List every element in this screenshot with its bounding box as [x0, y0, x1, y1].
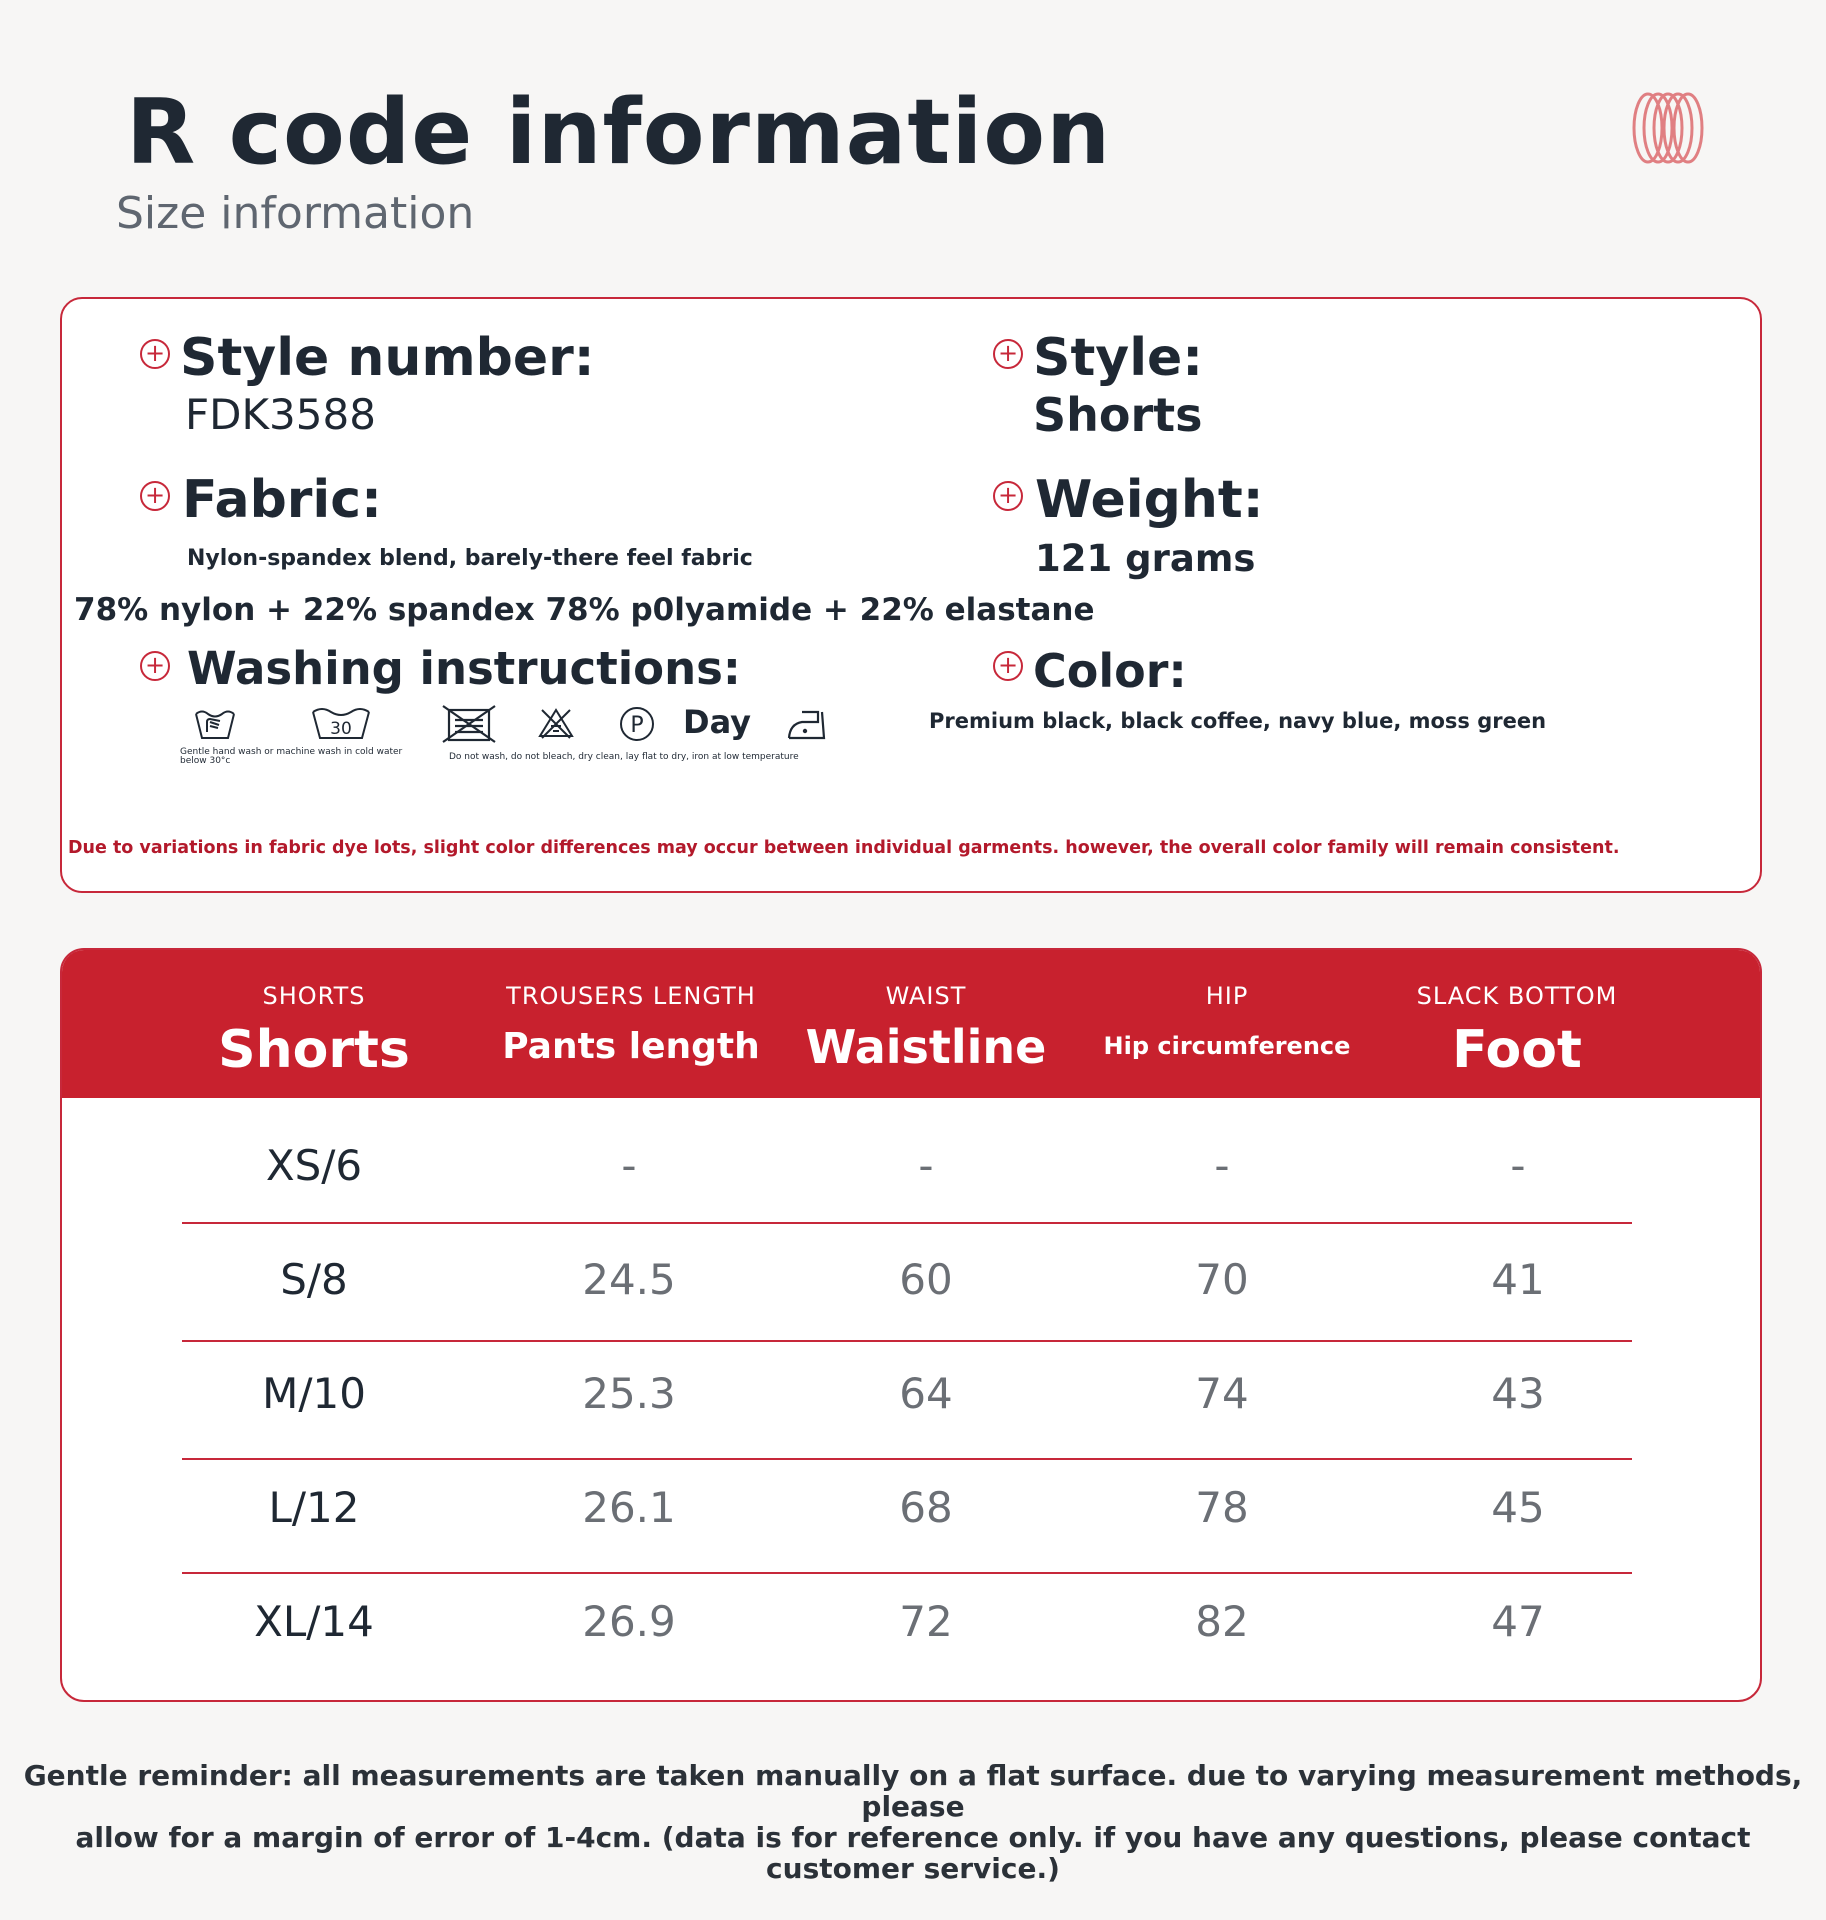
- size-table-header: [62, 950, 1760, 1098]
- washing-label: Washing instructions:: [187, 642, 741, 695]
- size-table: [60, 948, 1762, 1702]
- column-header-label: Pants length: [502, 1026, 760, 1067]
- iron-low-icon: [786, 704, 828, 744]
- hip-cell: 74: [1195, 1369, 1249, 1418]
- column-header-label: Foot: [1452, 1020, 1582, 1080]
- foot-cell: -: [1510, 1141, 1526, 1190]
- waistline-cell: 60: [899, 1255, 953, 1304]
- do-not-bleach-icon: [537, 706, 575, 740]
- plus-circle-icon: +: [140, 651, 170, 681]
- care-note-left: Gentle hand wash or machine wash in cold water below 30°c: [180, 747, 403, 766]
- style-number-value: FDK3588: [185, 390, 376, 439]
- plus-circle-icon: +: [140, 339, 170, 369]
- plus-circle-icon: +: [140, 481, 170, 511]
- measurement-reminder: [0, 1760, 1826, 1884]
- size-cell: M/10: [262, 1369, 366, 1418]
- fabric-label: Fabric:: [182, 470, 382, 530]
- lay-flat-day-label: Day: [683, 703, 752, 741]
- style-value: Shorts: [1033, 388, 1203, 442]
- plus-circle-icon: +: [993, 339, 1023, 369]
- column-header-label: Hip circumference: [1103, 1032, 1351, 1060]
- do-not-tumble-dry-icon: [441, 704, 497, 744]
- plus-circle-icon: +: [993, 481, 1023, 511]
- waistline-cell: 68: [899, 1483, 953, 1532]
- column-header-en: SHORTS: [262, 982, 366, 1010]
- style-number-label: Style number:: [180, 328, 595, 388]
- table-row: [62, 1451, 1760, 1565]
- waistline-cell: -: [918, 1141, 934, 1190]
- foot-cell: 43: [1491, 1369, 1545, 1418]
- column-header-label: Waistline: [805, 1020, 1047, 1074]
- size-cell: S/8: [280, 1255, 348, 1304]
- column-header-en: SLACK BOTTOM: [1416, 982, 1618, 1010]
- reminder-line-2: allow for a margin of error of 1-4cm. (data is for reference only. if you have any questions, please contact customer service.): [75, 1821, 1751, 1885]
- color-value: Premium black, black coffee, navy blue, moss green: [929, 709, 1547, 733]
- weight-label: Weight:: [1035, 470, 1264, 530]
- wash-temperature: 30: [330, 719, 352, 739]
- column-header-en: WAIST: [885, 982, 967, 1010]
- table-row: [62, 1565, 1760, 1679]
- hip-cell: -: [1214, 1141, 1230, 1190]
- pants-length-cell: 26.1: [582, 1483, 676, 1532]
- hip-cell: 78: [1195, 1483, 1249, 1532]
- wash-30-icon: [310, 704, 372, 742]
- waistline-cell: 72: [899, 1597, 953, 1646]
- size-cell: L/12: [268, 1483, 360, 1532]
- svg-text:P: P: [630, 713, 644, 738]
- dry-clean-p-icon: [618, 705, 656, 743]
- pants-length-cell: 26.9: [582, 1597, 676, 1646]
- page-title: R code information: [126, 80, 1112, 185]
- fabric-description: Nylon-spandex blend, barely-there feel fabric: [187, 546, 753, 571]
- hip-cell: 82: [1195, 1597, 1249, 1646]
- page-subtitle: Size information: [116, 188, 475, 239]
- table-row: [62, 1109, 1760, 1223]
- fabric-composition: 78% nylon + 22% spandex 78% p0lyamide + 22% elastane: [74, 592, 1095, 628]
- color-disclaimer: Due to variations in fabric dye lots, slight color differences may occur between individual garments. however, the overall color family will remain consistent.: [68, 838, 1620, 858]
- hip-cell: 70: [1195, 1255, 1249, 1304]
- foot-cell: 45: [1491, 1483, 1545, 1532]
- pants-length-cell: -: [621, 1141, 637, 1190]
- weight-value: 121 grams: [1035, 537, 1256, 580]
- column-header-label: Shorts: [218, 1020, 410, 1080]
- foot-cell: 47: [1491, 1597, 1545, 1646]
- waistline-cell: 64: [899, 1369, 953, 1418]
- care-note-right: Do not wash, do not bleach, dry clean, lay flat to dry, iron at low temperature: [449, 752, 799, 762]
- pants-length-cell: 24.5: [582, 1255, 676, 1304]
- table-row: [62, 1223, 1760, 1337]
- column-header-en: TROUSERS LENGTH: [506, 982, 756, 1010]
- plus-circle-icon: +: [993, 651, 1023, 681]
- color-label: Color:: [1033, 644, 1187, 698]
- foot-cell: 41: [1491, 1255, 1545, 1304]
- size-cell: XS/6: [265, 1141, 363, 1190]
- column-header-en: HIP: [1205, 982, 1249, 1010]
- pants-length-cell: 25.3: [582, 1369, 676, 1418]
- style-label: Style:: [1033, 328, 1204, 388]
- reminder-line-1: Gentle reminder: all measurements are taken manually on a flat surface. due to varying measurement methods, please: [23, 1759, 1803, 1823]
- brand-logo-icon: [1630, 88, 1706, 168]
- hand-wash-icon: [193, 706, 237, 742]
- size-cell: XL/14: [254, 1597, 374, 1646]
- table-row: [62, 1337, 1760, 1451]
